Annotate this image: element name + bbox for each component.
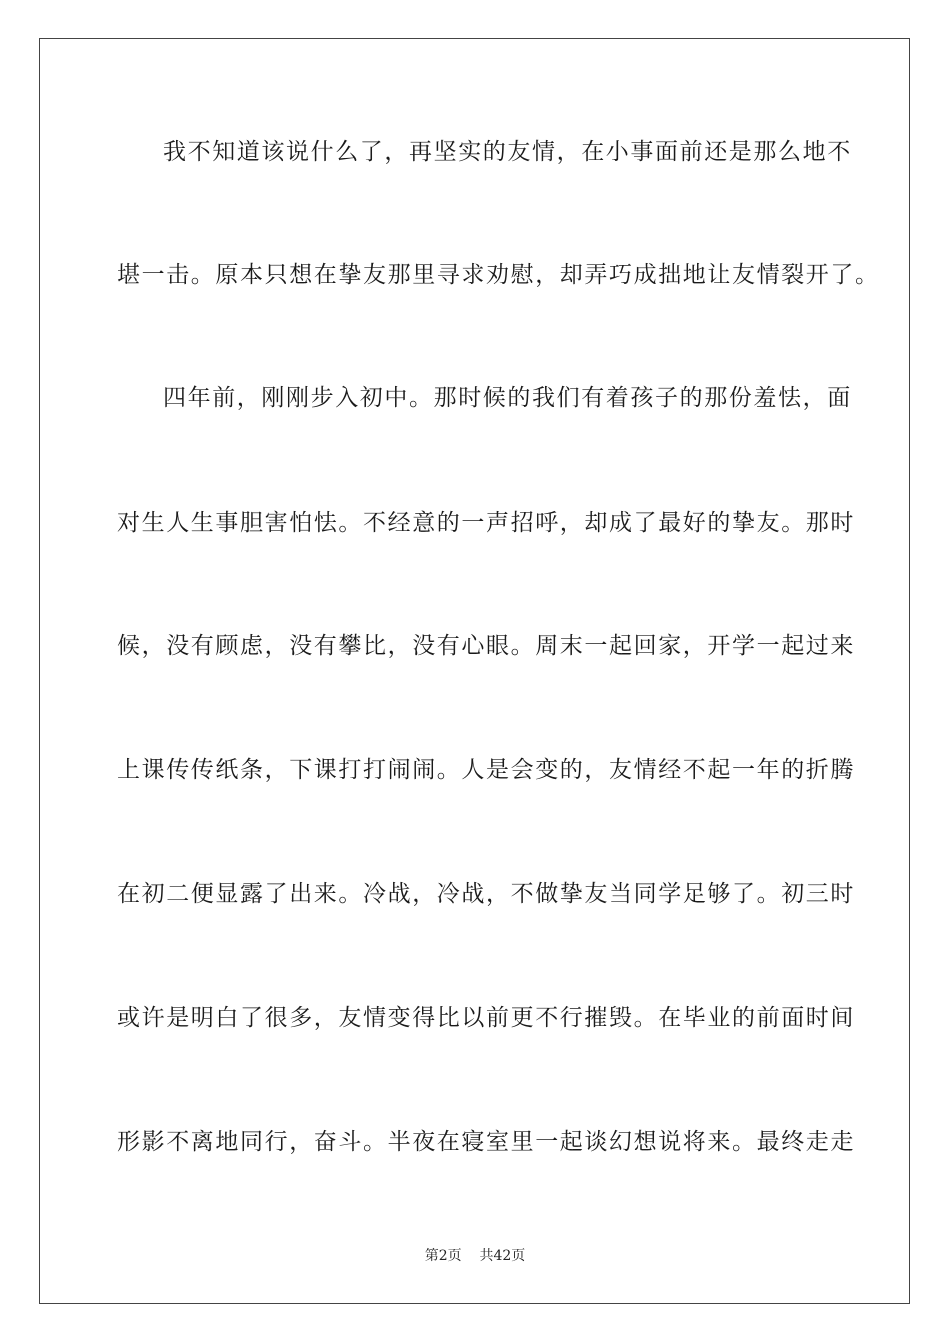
paragraph-line: 候，没有顾虑，没有攀比，没有心眼。周末一起回家，开学一起过来 xyxy=(117,633,855,659)
paragraph-line: 四年前，刚刚步入初中。那时候的我们有着孩子的那份羞怯，面 xyxy=(163,385,852,411)
page-border xyxy=(39,38,910,1304)
paragraph-line: 或许是明白了很多，友情变得比以前更不行摧毁。在毕业的前面时间 xyxy=(117,1005,855,1031)
paragraph-line: 上课传传纸条，下课打打闹闹。人是会变的，友情经不起一年的折腾 xyxy=(117,757,855,783)
paragraph-line: 形影不离地同行，奋斗。半夜在寝室里一起谈幻想说将来。最终走走 xyxy=(117,1129,855,1155)
paragraph-line: 堪一击。原本只想在挚友那里寻求劝慰，却弄巧成拙地让友情裂开了。 xyxy=(117,262,880,288)
paragraph-line: 我不知道该说什么了，再坚实的友情，在小事面前还是那么地不 xyxy=(163,139,852,165)
page-total: 共42页 xyxy=(479,1248,526,1264)
page-footer xyxy=(0,1246,950,1266)
paragraph-line: 在初二便显露了出来。冷战，冷战，不做挚友当同学足够了。初三时 xyxy=(117,881,855,907)
page-number: 第2页 xyxy=(424,1248,462,1264)
paragraph-line: 对生人生事胆害怕怯。不经意的一声招呼，却成了最好的挚友。那时 xyxy=(117,510,855,536)
